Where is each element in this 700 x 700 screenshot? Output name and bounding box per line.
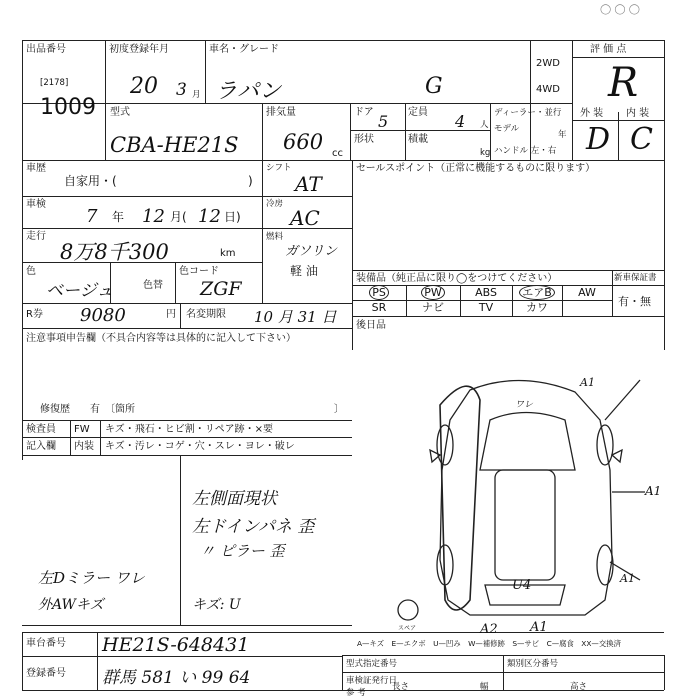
interior-label: 内装 [74,441,94,452]
equip-pw: PW [406,286,460,300]
equip-airbag: エアB [512,286,562,300]
color-no-label: 色替 [143,280,163,291]
ac-label: 冷房 [266,199,284,209]
doors-label: ドア [354,107,374,118]
sales-points-label: セールスポイント（正常に機能するものに限ります） [356,163,596,174]
load-label: 積載 [408,134,428,145]
diag-spare: スペア [398,625,417,632]
equip-sr: SR [371,301,387,314]
note-line-4: 左Dミラー ワレ [38,569,145,587]
model-label: 型式 [110,107,130,118]
deadline-label: 名変期限 [186,309,226,320]
type-designation-label: 型式指定番号 [346,659,398,669]
color-code-value: ZGF [200,278,242,300]
capacity-label: 定員 [408,107,428,118]
mileage-value: 8万8千300 [60,240,169,264]
recycle-unit: 円 [166,309,176,320]
ext-value: D [586,122,611,157]
chassis-label: 車台番号 [26,638,66,649]
reg-year-value: 20 [130,74,158,99]
later-date-label: 後日品 [356,320,386,331]
repair-label: 修復歴 有 〔箇所 [40,404,135,415]
diag-a1-tr: A1 [580,376,595,389]
note-line-2: 左ドインパネ 歪 [192,517,315,537]
equip-tv: TV [478,301,494,314]
note-line-5: 外AWキズ [38,597,104,613]
load-unit: kg [480,148,491,158]
inspection-day-unit: 日) [224,210,241,224]
equip-aw: AW [578,286,596,299]
repair-close: 〕 [334,404,344,415]
reg-label: 登録番号 [26,668,66,679]
inspection-label: 車検 [26,199,46,210]
diag-wa: ワレ [515,400,534,410]
drive-4wd: 4WD [536,84,560,95]
equip-ps: PS [352,286,406,300]
drive-2wd: 2WD [536,58,560,69]
inspector-label: 検査員 [26,424,56,435]
fuel-value-gas: ガソリン [285,244,338,259]
fuel-label: 燃料 [266,232,284,242]
history-close: ) [248,174,253,188]
category-label: 類別区分番号 [507,659,559,669]
width-label: 幅 [480,682,489,692]
recycle-label: R券 [26,309,43,320]
top-right-text: ◯ ◯ ◯ [600,4,640,15]
shift-value: AT [295,172,322,196]
equip-abs: ABS [475,286,497,299]
diag-a1-r: A1 [645,484,662,498]
diag-a1-bottom: A1 [530,620,548,635]
ext-label: 外 装 [580,108,604,119]
equip-navi: ナビ [422,301,444,314]
mileage-unit: km [220,248,236,259]
reg-month-unit: 月 [192,90,201,100]
damage-legend: A—キズ E—エクボ U—凹み W—補修跡 S—サビ C—腐食 XX—交換済 [357,639,621,648]
mileage-label: 走行 [26,231,46,242]
equipment-label: 装備品（純正品に限り◯をつけてください） [356,273,558,284]
reg-date-label: 車検証発行日 [346,676,398,686]
note-line-3: 〃 ピラー 歪 [200,542,285,560]
color-code-label: 色コード [179,266,219,277]
model-value: CBA-HE21S [110,133,239,157]
fw-items: キズ・飛石・ヒビ割・リペア跡・×要 [105,424,273,435]
name-grade-label: 車名・グレード [209,44,279,55]
inspection-year-unit: 年 [112,210,125,224]
inspection-month: 12 [142,206,165,227]
ref-label: 参 考 [346,688,366,698]
fuel-value-diesel: 軽 油 [290,264,318,278]
chassis-value: HE21S-648431 [102,634,250,656]
inspection-day: 12 [198,206,221,227]
history-label: 車歴 [26,163,46,174]
inspection-year: 7 [86,206,98,227]
color-value: ベージュ [46,281,114,301]
lot-number: 1009 [40,95,96,120]
note-line-6: キズ: U [192,597,241,613]
notice-label: 注意事項申告欄（不具合内容等は具体的に記入して下さい） [26,333,296,344]
int-value: C [630,122,653,157]
shift-label: シフト [266,163,292,173]
recycle-value: 9080 [80,305,126,326]
car-name: ラパン [215,79,282,104]
lot-sub: [2178] [40,78,69,88]
deadline-value: 10 月 31 日 [254,308,337,326]
interior-items: キズ・汚レ・コゲ・穴・スレ・ヨレ・破レ [105,441,295,452]
score-label: 評 価 点 [590,44,627,55]
displacement-label: 排気量 [266,107,296,118]
handle-label: ハンドル 左・右 [494,146,557,156]
height-label: 高さ [570,682,588,692]
diag-a1-br: A1 [620,572,635,585]
entry-label: 記入欄 [26,441,56,452]
length-label: 長さ [392,682,410,692]
displacement-value: 660 [283,130,324,154]
grade: G [425,74,443,99]
ac-value: AC [290,206,320,230]
capacity-value: 4 [455,112,466,131]
capacity-unit: 人 [480,120,489,130]
diag-a2: A2 [480,622,498,637]
note-line-1: 左側面現状 [192,489,277,509]
fw-label: FW [74,424,90,435]
lot-label: 出品番号 [26,44,66,55]
displacement-unit: cc [332,148,343,159]
model-year-unit: 年 [558,130,567,140]
warranty-label: 新車保証書 [614,273,657,283]
history-value: 自家用・( [64,174,117,188]
doors-value: 5 [378,112,389,131]
diag-u4: U4 [512,578,532,593]
reg-value: 群馬 581 い 99 64 [102,668,251,688]
score-value: R [608,60,639,106]
reg-month-value: 3 [176,80,187,100]
reg-year-label: 初度登録年月 [109,44,169,55]
inspection-month-unit: 月( [170,210,187,224]
int-label: 内 装 [626,108,650,119]
dealer-label: ディーラー・並行 [494,108,562,118]
shape-label: 形状 [354,134,374,145]
model-year-label: モデル [494,124,520,134]
equip-leather: カワ [526,301,548,314]
warranty-value: 有・無 [618,295,651,308]
color-label: 色 [26,266,36,277]
